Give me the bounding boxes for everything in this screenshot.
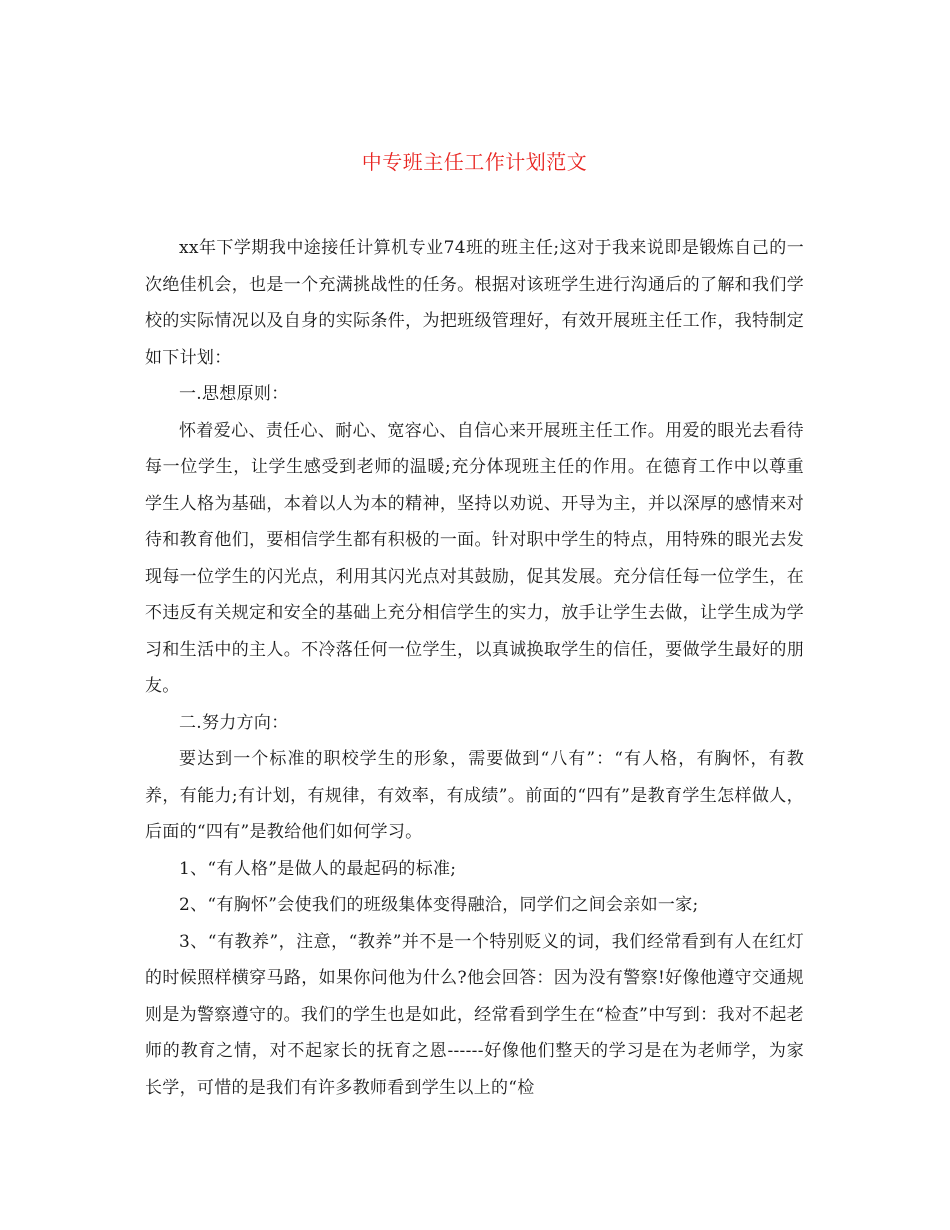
list-item-1: 1、“有人格”是做人的最起码的标准; — [179, 858, 457, 879]
list-item-2: 2、“有胸怀”会使我们的班级集体变得融洽，同学们之间会亲如一家; — [179, 895, 699, 915]
document-body — [145, 230, 804, 1106]
principles-paragraph: 怀着爱心、责任心、耐心、宽容心、自信心来开展班主任工作。用爱的眼光去看待每一位学生，让学生感受到老师的温暖;充分体现班主任的作用。在德育工作中以尊重学生人格为基础，本着以人为本的精神，坚持以劝说、开导为主，并以深厚的感情来对待和教育他们，要相信学生都有积极的一面。针对职中学生的特点，用特殊的眼光去发现每一位学生的闪光点，利用其闪光点对其鼓励，促其发展。充分信任每一位学生，在不违反有关规定和安全的基础上充分相信学生的实力，放手让学生去做，让学生成为学习和生活中的主人。不冷落任何一位学生，以真诚换取学生的信任，要做学生最好的朋友。 — [145, 420, 804, 696]
direction-paragraph: 要达到一个标准的职校学生的形象，需要做到“八有”：“有人格，有胸怀，有教养，有能力;有计划，有规律，有效率，有成绩”。前面的“四有”是教育学生怎样做人，后面的“四有”是教给他们如何学习。 — [145, 749, 804, 842]
list-item-3: 3、“有教养”，注意，“教养”并不是一个特别贬义的词，我们经常看到有人在红灯的时候照样横穿马路，如果你问他为什么?他会回答：因为没有警察!好像他遵守交通规则是为警察遵守的。我们的学生也是如此，经常看到学生在“检查”中写到：我对不起老师的教育之情，对不起家长的抚育之恩------好像他们整天的学习是在为老师学，为家长学，可惜的是我们有许多教师看到学生以上的“检 — [145, 931, 804, 1098]
intro-paragraph: xx年下学期我中途接任计算机专业74班的班主任;这对于我来说即是锻炼自己的一次绝佳机会，也是一个充满挑战性的任务。根据对该班学生进行沟通后的了解和我们学校的实际情况以及自身的实际条件，为把班级管理好，有效开展班主任工作，我特制定如下计划： — [145, 238, 804, 368]
section-heading-principles: 一.思想原则： — [179, 384, 289, 404]
section-heading-direction: 二.努力方向： — [179, 712, 289, 733]
document-title: 中专班主任工作计划范文 — [361, 150, 588, 174]
